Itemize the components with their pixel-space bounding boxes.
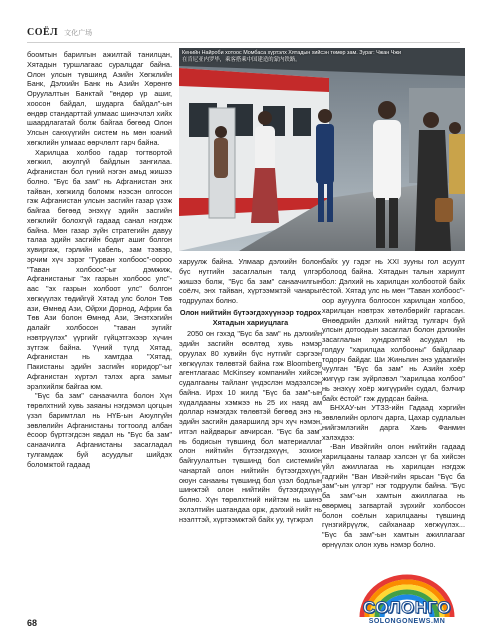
photo-caption — [182, 50, 461, 64]
train-platform-photo — [179, 48, 465, 251]
section-header — [27, 27, 92, 39]
watermark-url: SOLONGONEWS.MN — [368, 618, 446, 625]
paragraph: -Ван Ивэйгийн олон нийтийн гадаад харилцааны талаар хэлсэн үг ба хийсэн үйл ажиллагаа нь харилцан нэгдэж гадгийн "Ван Ивэй-гийн ярьсан "Бүс ба зам"-ын үлгэр" нэг тодруулж байна. "Бүс ба зам"-ын хамтын ажиллагаа нь өвөрмөц загвартай зүрхийг холбосон болон соёлын харилцааны түвшинд гүнзгийрүүлж, сайханаар хөгжүүлэх... "Бүс ба зам"-ын хамтын ажиллагааг өрнүүлэх олон хувь нэмэр болно. — [322, 442, 465, 549]
article-photo — [179, 48, 465, 251]
paragraph: байх уу гэдэг нь XXI зууны гол асуулт болоод байна. Хятадын талын хариулт бол: Дэлхий нь харилцан холбоотой байх ёстой. Хятад улс нь мөн "Таван холбоос"-оор аугуулга болгосон харилцан холбоо, харилцан нэвтрэх хөтөлбөрийг гаргасан. Өнөөдрийн дэлхий нийтэд тулгарч буй улсын дотоодын засаглал болон дэлхийн засаглалын хундрэлтэй асуудал нь голдуу "харилцаа холбооны" байдлаар тодорч байдаг. Ши Жиньпин энэ удаагийн чуулган "Бүс ба зам" нь Азийн хоёр жигүүр гэж зүйрлэвэл "харилцаа холбоо" нь энэхүү хоёр жигүүрийн судал, бэлчир байх ёстой" гэж дурдсан байна. — [322, 257, 465, 403]
section-heading: Олон нийтийн бүтээгдэхүүнээр тодрох Хятадын хариуцлага — [179, 307, 322, 327]
section-subtitle: 文化广场 — [64, 30, 93, 37]
paragraph: 2050 он гэхэд "Бүс ба зам" нь дэлхийн эдийн засгийн өсөлтөд хувь нэмэр оруулах 80 хувийн бүс нутгийг сэргээн хөгжүүлэх төлөвтэй байна гэж Bloomberg агентлагаас McKinsey компанийн хийсэн судалгааны тайланг үндэслэн мэдээлсэн байна. Ирэх 10 жилд "Бүс ба зам"-ын хүдалдааны хэмжээ нь 25 их наяд ам доллар нэмэгдэх төлөвтэй бөгөөд энэ нь эдийн засгийн даяаршилд эрч хүч нэмэн, итгэл найдварыг авчирсан. "Бүс ба зам" нь бодисын түвшинд бол материаллаг олон нийтийн бүтээгдэхүүн, зохион байгуулалтын түвшинд бол системийн чанартай олон нийтийн бүтээгдэхүүн, оюун санааны түвшинд бол үзэл бодлын шинжтэй олон нийтийн бүтээгдэхүүн болно. Хүн төрөлхтний нийтэм нь шинэ эхлэлтийн шатандаа орж, дэлхий нийт нь нээлттэй, хүртээмжтэй байх уу, түгжрэл — [179, 329, 322, 524]
watermark-brand: СОЛОНГО — [362, 598, 452, 617]
article-column-3 — [322, 257, 465, 550]
paragraph: БНХАУ-ын УТЗЗ-ийн Гадаад хэргийн зөвлөлийн орлогч дарга, Цахар судлалын нийгэмлэгийн дарга Хань Фанмин хэлэхдээ: — [322, 403, 465, 442]
article-column-1 — [27, 50, 172, 469]
paragraph: харуулж байна. Улмаар дэлхийн болон бүс нутгийн засаглалын талд үлгэр жишээ болж, "Бүс ба зам" санаачилгын соёлч, энх тайван, хүртээмжтэй чанарыг тодруулах болно. — [179, 257, 322, 305]
page-number: 68 — [27, 618, 38, 628]
caption-chinese: 在肯尼亚内罗毕，乘客搭乘中国建造的蒙内铁路。 — [182, 56, 301, 63]
article-column-2 — [179, 257, 322, 524]
paragraph: боомтын барилгын ажилтай танилцан, Хятадын туршлагаас суралцдаг байна. Олон улсын түвшинд Азийн Хөгжлийн Банк, Дэлхийн Банк нь Азийн Хөрөнгө Оруулалтын Банктай "өндөр үр ашиг, хоосон байдал, шударга байдал"-ын өндөр стандарттай улмаас шинэчлэл хийх шаардлагатай болж байгаа бөгөөд Олон Улсын санхүүгийн систем нь мөн юаний хөгжлийн улмаас өөрчлөлт гарч байна. — [27, 50, 172, 147]
paragraph: Харилцаа холбоо гадар тогтвортой хөгжил, аюулгүй байдлын зангилаа. Афганистан бол гүний нэгэн амьд жишээ болно. "Бүс ба зам" нь Афганистан энх тайван, хөгжилд боломж нээсэн олгосон гэж Афганистан улсын засгийн газар үзэж байгаа бөгөөд энэхүү эдийн засгийн хөгжлийг болохгүй гадаад санал нэгдэж байна. Мөн газар зүйн стратегийн давуу талаа эдийн засгийн бодит ашиг болгон хувиргаж, гэрлийн кабель, зам тээвэр, эрчим хүч зэрэг "Гурван холбоос"-оороо "Таван холбоос"-ыг дэмжиж, Афганистаныг "эх газрын холбоос улс"-аас "эх газрын холбоот улс" болгон хөгжүүлэх төдийгүй Хятад улс болон Төв ази, Өмнөд Ази, Ойрхи Дорнод, Африк ба Төв Ази болон Өмнөд Ази, Энэтхэгийн далайг холбосон "таван зүгийг нэвтрүүлэх" үүргийг гүйцэтгэхээр хүчин зүтгэж байна. Үүний түлд Хятад, Афганистан нь хамтдаа "Хятад, Пакистаны эдийн засгийн коридор"-ыг Афганистан хүртэл тэлэх арга замыг эрэлхийлж байгаа юм. — [27, 147, 172, 391]
paragraph: "Бүс ба зам" санаачилга болон Хүн төрөлхтний хувь заяаны нэгдэмэл цогцын үзэл баримтлал нь НҮБ-ын Аюулгүйн зөвлөлийн Афганистаны тогтоолд албан ёсоор бүртгэгдсэн явдал нь "Бүс ба зам" санаачилга Афганистаны засагладал тулгамдаж буй асуудлыг шийдэх боломжтой гадаад — [27, 391, 172, 469]
header-rule — [27, 42, 460, 43]
section-title: СОЁЛ — [27, 27, 59, 38]
caption-mongolian: Кенийн Найроби хотоос Момбаса хүртэлх Хятадын хийсэн төмөр зам. Зураг: Чжан Чжи — [182, 50, 401, 56]
watermark-logo — [348, 573, 466, 633]
